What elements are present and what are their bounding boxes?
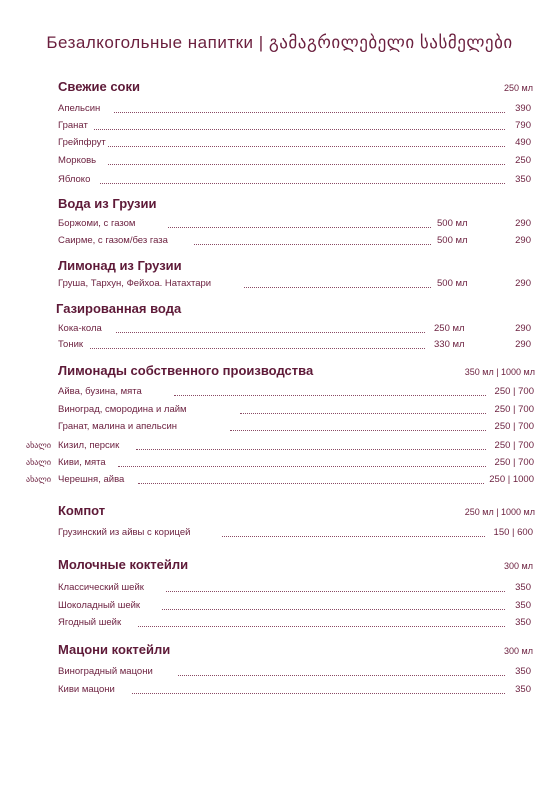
menu-item — [58, 457, 534, 469]
dot-leader — [240, 413, 486, 414]
item-price: 290 — [515, 235, 531, 246]
item-name: Боржоми, с газом — [58, 218, 136, 229]
section-title-soda: Газированная вода — [56, 301, 182, 316]
section-title-homemade: Лимонады собственного производства — [58, 363, 314, 378]
menu-item — [58, 684, 531, 696]
dot-leader — [138, 626, 505, 627]
item-name: Кизил, персик — [58, 440, 120, 451]
item-price: 150 | 600 — [493, 527, 533, 538]
dot-leader — [244, 287, 431, 288]
dot-leader — [178, 675, 505, 676]
section-volume-juices: 250 мл — [504, 83, 533, 93]
section-title-milkshakes: Молочные коктейли — [58, 557, 189, 572]
menu-item — [58, 666, 531, 678]
section-volume-matsoni: 300 мл — [504, 646, 533, 656]
menu-item — [58, 421, 534, 433]
section-volume-compote: 250 мл | 1000 мл — [464, 507, 535, 517]
item-price: 350 — [515, 666, 531, 677]
section-title-matsoni: Мацони коктейли — [58, 642, 171, 657]
dot-leader — [168, 227, 431, 228]
item-name: Грузинский из айвы с корицей — [58, 527, 191, 538]
menu-item — [58, 527, 533, 539]
item-volume: 330 мл — [434, 339, 465, 350]
item-name: Яблоко — [58, 174, 91, 185]
item-volume: 500 мл — [437, 278, 468, 289]
item-price: 290 — [515, 323, 531, 334]
item-volume: 500 мл — [437, 218, 468, 229]
item-price: 290 — [515, 339, 531, 350]
item-price: 790 — [515, 120, 531, 131]
item-price: 290 — [515, 218, 531, 229]
dot-leader — [174, 395, 486, 396]
menu-item — [58, 440, 534, 452]
page-title: Безалкогольные напитки | გამაგრილებელი სასმელები — [46, 33, 513, 52]
item-price: 250 — [515, 155, 531, 166]
item-price: 390 — [515, 103, 531, 114]
section-volume-milkshakes: 300 мл — [504, 561, 533, 571]
dot-leader — [166, 591, 505, 592]
item-price: 350 — [515, 582, 531, 593]
dot-leader — [108, 164, 505, 165]
section-title-juices: Свежие соки — [58, 79, 140, 94]
item-name: Классический шейк — [58, 582, 144, 593]
item-volume: 500 мл — [437, 235, 468, 246]
item-name: Айва, бузина, мята — [58, 386, 142, 397]
menu-item — [58, 404, 534, 416]
item-volume: 250 мл — [434, 323, 465, 334]
dot-leader — [100, 183, 505, 184]
new-badge: ახალი — [26, 475, 51, 484]
item-name: Шоколадный шейк — [58, 600, 141, 611]
dot-leader — [94, 129, 505, 130]
menu-item — [58, 103, 531, 115]
menu-item — [58, 600, 531, 612]
item-name: Грейпфрут — [58, 137, 106, 148]
dot-leader — [222, 536, 485, 537]
dot-leader — [90, 348, 425, 349]
new-badge: ახალი — [26, 441, 51, 450]
section-title-compote: Компот — [58, 503, 106, 518]
dot-leader — [116, 332, 425, 333]
item-name: Виноградный мацони — [58, 666, 153, 677]
menu-item — [58, 174, 531, 186]
item-price: 250 | 1000 — [489, 474, 534, 485]
dot-leader — [194, 244, 431, 245]
menu-item — [58, 323, 531, 335]
item-price: 490 — [515, 137, 531, 148]
item-price: 350 — [515, 600, 531, 611]
item-name: Гранат, малина и апельсин — [58, 421, 178, 432]
dot-leader — [114, 112, 505, 113]
section-title-lemonade-georgia: Лимонад из Грузии — [58, 258, 182, 273]
item-price: 250 | 700 — [494, 404, 534, 415]
dot-leader — [132, 693, 505, 694]
item-name: Груша, Тархун, Фейхоа. Натахтари — [58, 278, 212, 289]
item-name: Виноград, смородина и лайм — [58, 404, 187, 415]
new-badge: ახალი — [26, 458, 51, 467]
item-name: Киви мацони — [58, 684, 115, 695]
dot-leader — [138, 483, 484, 484]
item-name: Саирме, с газом/без газа — [58, 235, 168, 246]
dot-leader — [162, 609, 505, 610]
menu-item — [58, 235, 531, 247]
item-price: 290 — [515, 278, 531, 289]
menu-item — [58, 582, 531, 594]
item-name: Кока-кола — [58, 323, 102, 334]
dot-leader — [230, 430, 486, 431]
menu-item — [58, 137, 531, 149]
item-name: Апельсин — [58, 103, 101, 114]
item-price: 350 — [515, 617, 531, 628]
item-price: 250 | 700 — [494, 421, 534, 432]
item-name: Ягодный шейк — [58, 617, 122, 628]
item-price: 250 | 700 — [494, 440, 534, 451]
menu-item — [58, 218, 531, 230]
section-volume-homemade: 350 мл | 1000 мл — [464, 367, 535, 377]
dot-leader — [136, 449, 486, 450]
item-name: Киви, мята — [58, 457, 106, 468]
menu-item — [58, 386, 534, 398]
item-price: 350 — [515, 684, 531, 695]
item-name: Морковь — [58, 155, 97, 166]
dot-leader — [118, 466, 486, 467]
dot-leader — [108, 146, 505, 147]
menu-item — [58, 155, 531, 167]
section-title-water: Вода из Грузии — [58, 196, 157, 211]
menu-item — [58, 120, 531, 132]
item-price: 250 | 700 — [494, 386, 534, 397]
menu-item — [58, 278, 531, 290]
item-price: 250 | 700 — [494, 457, 534, 468]
menu-item — [58, 474, 534, 486]
item-price: 350 — [515, 174, 531, 185]
item-name: Тоник — [58, 339, 84, 350]
item-name: Черешня, айва — [58, 474, 125, 485]
menu-item — [58, 617, 531, 629]
item-name: Гранат — [58, 120, 88, 131]
menu-item — [58, 339, 531, 351]
